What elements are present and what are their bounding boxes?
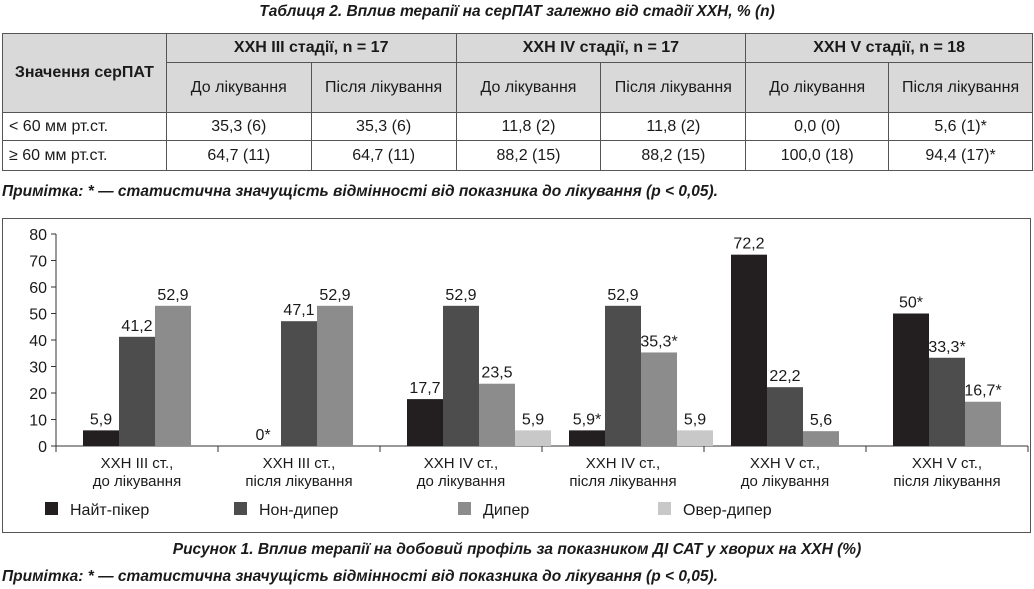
bar-value-label: 22,2 [769, 368, 801, 386]
header-before: До лікування [456, 63, 601, 113]
legend-label: Найт-пікер [70, 502, 150, 519]
table-cell: 35,3 (6) [311, 113, 456, 141]
header-group-stage-5: ХХН V стадії, n = 18 [746, 34, 1033, 63]
y-tick-label: 80 [29, 227, 47, 244]
header-before: До лікування [746, 63, 889, 113]
bar [281, 321, 317, 446]
x-category-label: ХХН V ст., [749, 455, 821, 472]
bar [515, 430, 551, 446]
bar [83, 430, 119, 446]
bar [767, 387, 803, 446]
bar [119, 337, 155, 446]
bar [443, 306, 479, 446]
table-note: Примітка: * — статистична значущість відмінності від показника до лікування (p < 0,05). [2, 183, 718, 200]
bar-value-label: 47,1 [283, 302, 315, 320]
header-after: Після лікування [889, 63, 1033, 113]
x-category-label: ХХН IV ст., [585, 455, 661, 472]
header-group-stage-3: ХХН III стадії, n = 17 [166, 34, 456, 63]
legend-swatch [45, 502, 58, 515]
table-caption: Таблиця 2. Вплив терапії на серПАТ залежно від стадії ХХН, % (n) [259, 3, 775, 20]
bar-value-label: 16,7* [964, 382, 1002, 400]
legend-label: Нон-дипер [259, 502, 339, 519]
y-tick-label: 70 [29, 253, 47, 271]
header-after: Після лікування [311, 63, 456, 113]
bar-value-label: 72,2 [733, 235, 765, 253]
table-cell: 0,0 (0) [746, 113, 889, 141]
header-corner: Значення серПАТ [3, 34, 167, 113]
bar [407, 399, 443, 446]
legend-swatch [234, 502, 247, 515]
bar [803, 431, 839, 446]
row-label: < 60 мм рт.ст. [3, 113, 167, 141]
table-cell: 11,8 (2) [456, 113, 601, 141]
table-cell: 100,0 (18) [746, 141, 889, 171]
legend-swatch [658, 502, 671, 515]
x-category-label: ХХН IV ст., [423, 455, 499, 472]
table-cell: 5,6 (1)* [889, 113, 1033, 141]
bar [155, 306, 191, 446]
legend-swatch [458, 502, 471, 515]
bar-value-label: 52,9 [157, 286, 189, 304]
bar-value-label: 35,3* [640, 333, 678, 351]
bar [929, 358, 965, 446]
row-label: ≥ 60 мм рт.ст. [3, 141, 167, 171]
y-tick-label: 40 [29, 333, 47, 350]
bar [569, 430, 605, 446]
y-tick-label: 50 [29, 306, 47, 324]
bar-value-label: 52,9 [607, 286, 639, 304]
y-tick-label: 0 [38, 439, 47, 456]
bar-value-label: 50* [898, 294, 924, 312]
bar [605, 306, 641, 446]
legend-label: Дипер [483, 502, 530, 519]
bar-value-label: 52,9 [319, 286, 351, 304]
bar [731, 255, 767, 446]
bar-value-label: 5,9* [572, 411, 602, 429]
x-category-label: після лікування [569, 473, 677, 490]
table-cell: 35,3 (6) [166, 113, 311, 141]
table-cell: 94,4 (17)* [889, 141, 1033, 171]
bar-value-label: 5,6 [809, 412, 833, 430]
bar-value-label: 52,9 [445, 286, 477, 304]
bar-value-label: 17,7 [409, 380, 441, 398]
legend-label: Овер-дипер [683, 502, 772, 519]
header-group-stage-4: ХХН IV стадії, n = 17 [456, 34, 746, 63]
table-cell: 64,7 (11) [311, 141, 456, 171]
bar [479, 384, 515, 446]
serpat-table [2, 33, 1033, 171]
table-cell: 11,8 (2) [601, 113, 746, 141]
table-cell: 88,2 (15) [601, 141, 746, 171]
header-before: До лікування [166, 63, 311, 113]
y-tick-label: 30 [29, 359, 47, 377]
bar-value-label: 5,9 [521, 411, 545, 429]
y-tick-label: 60 [29, 280, 47, 297]
bar [965, 402, 1001, 446]
figure-caption: Рисунок 1. Вплив терапії на добовий профіль за показником ДІ САТ у хворих на ХХН (%) [172, 541, 862, 558]
x-category-label: ХХН V ст., [911, 455, 983, 472]
x-category-label: ХХН III ст., [262, 455, 336, 472]
x-category-label: після лікування [893, 473, 1001, 490]
bar [317, 306, 353, 446]
bar-chart [2, 218, 1031, 533]
x-category-label: ХХН III ст., [100, 455, 174, 472]
table-row [3, 113, 1033, 141]
table-row [3, 141, 1033, 171]
header-after: Після лікування [601, 63, 746, 113]
y-tick-label: 20 [29, 386, 47, 403]
table-cell: 88,2 (15) [456, 141, 601, 171]
x-category-label: до лікування [92, 473, 182, 490]
y-tick-label: 10 [29, 412, 47, 430]
x-category-label: після лікування [245, 473, 353, 490]
table-cell: 64,7 (11) [166, 141, 311, 171]
bar-value-label: 0* [255, 427, 271, 444]
bar-value-label: 41,2 [121, 317, 153, 335]
bar-value-label: 5,9 [89, 411, 113, 429]
bar [893, 314, 929, 447]
figure-note: Примітка: * — статистична значущість відмінності від показника до лікування (p < 0,05). [2, 568, 718, 585]
bar-value-label: 33,3* [928, 338, 966, 356]
bar [677, 430, 713, 446]
bar-value-label: 23,5 [481, 364, 513, 382]
bar-value-label: 5,9 [683, 411, 707, 429]
bar [641, 352, 677, 446]
x-category-label: до лікування [416, 473, 506, 490]
x-category-label: до лікування [740, 473, 830, 490]
